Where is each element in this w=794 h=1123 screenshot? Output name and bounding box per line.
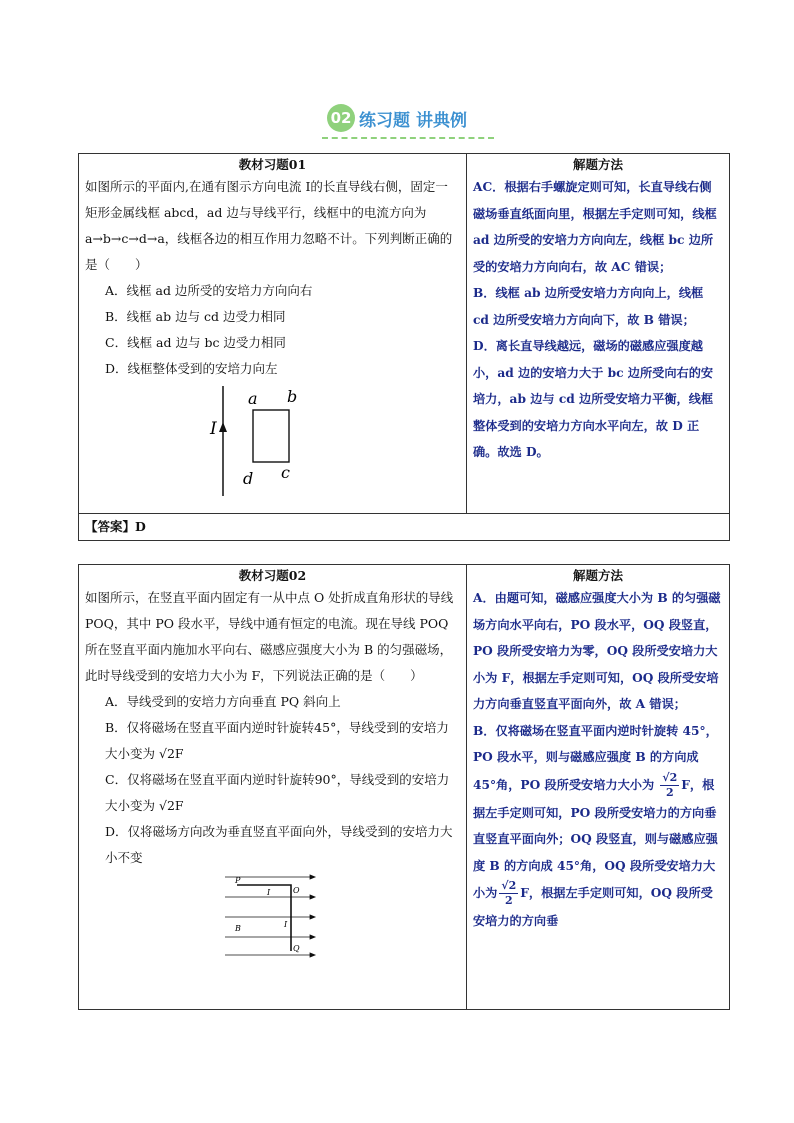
- method-paragraph-ac: AC．根据右手螺旋定则可知，长直导线右侧磁场垂直纸面向里，根据左手定则可知，线框 ad 边所受的安培力方向向左，线框 bc 边所受的安培力方向向右，故 AC 错误；: [473, 180, 717, 274]
- header-underline: [322, 137, 494, 139]
- current-label-po: I: [266, 888, 270, 897]
- method-text: B．仅将磁场在竖直平面内逆时针旋转 45°，PO 段水平，则与磁感应强度 B 的方向成 45°角，PO 段所受安培力大小为: [473, 723, 718, 792]
- question-title: 教材习题02: [238, 568, 307, 583]
- option-c: C．线框 ad 边与 bc 边受力相同: [105, 335, 286, 350]
- method-text: F，根据左手定则可知，OQ 段所受安培力的方向垂: [473, 886, 713, 928]
- question-cell: [79, 565, 467, 1010]
- question-text: 如图所示的平面内,在通有图示方向电流 I的长直导线右侧，固定一矩形金属线框 abcd，ad 边与导线平行，线框中的电流方向为 a→b→c→d→a，线框各边的相互作用力忽略不计。下列判断正确的是（ ）: [85, 179, 453, 272]
- fraction-root2-over-2: $\frac{√2}{2}$: [501, 879, 517, 907]
- method-paragraph-b: B．线框 ab 边所受安培力方向向上，线框 cd 边所受安培力方向向下，故 B 错误；: [473, 286, 704, 327]
- question-title: 教材习题01: [238, 157, 307, 172]
- field-label-b: B: [234, 924, 241, 933]
- option-a: A．线框 ad 边所受的安培力方向向右: [105, 283, 313, 298]
- option-a: A．导线受到的安培力方向垂直 PQ 斜向上: [105, 694, 341, 709]
- option-d: D．仅将磁场方向改为垂直竖直平面向外，导线受到的安培力大小不变: [105, 824, 453, 865]
- question-text: 如图所示，在竖直平面内固定有一从中点 O 处折成直角形状的导线 POQ，其中 PO 段水平，导线中通有恒定的电流。现在导线 POQ 所在竖直平面内施加水平向右、磁感应强度大小为 B 的匀强磁场，此时导线受到的安培力大小为 F，下列说法正确的是（ ）: [85, 590, 454, 683]
- method-paragraph-d: D．离长直导线越远，磁场的磁感应强度越小，ad 边的安培力大于 bc 边所受向右的安培力，ab 边与 cd 边所受安培力平衡，线框整体受到的安培力方向水平向左，故 D 正确。故选 D。: [473, 339, 714, 459]
- wire-loop-diagram: [208, 382, 338, 500]
- exercise-table-2: [78, 564, 730, 1010]
- point-label-o: O: [292, 886, 300, 895]
- method-paragraph-a: A．由题可知，磁感应强度大小为 B 的匀强磁场方向水平向右，PO 段水平，OQ 段竖直，PO 段所受安培力为零，OQ 段所受安培力大小为 F，根据左手定则可知，OQ 段所受安培力方向垂直竖直平面向外，故 A 错误；: [473, 591, 721, 711]
- option-d: D．线框整体受到的安培力向左: [105, 361, 278, 376]
- rectangle-loop: [253, 410, 289, 462]
- current-label: I: [209, 419, 217, 439]
- answer-row: 【答案】D: [79, 514, 730, 541]
- method-cell: [467, 154, 730, 514]
- method-title: 解题方法: [572, 157, 623, 172]
- method-cell: [467, 565, 730, 1010]
- section-header: [0, 104, 794, 138]
- section-title: 练习题 讲典例: [359, 110, 467, 131]
- bent-wire-diagram: [223, 871, 323, 959]
- current-arrow-icon: [219, 422, 227, 432]
- method-title: 解题方法: [572, 568, 623, 583]
- corner-label-c: c: [280, 463, 290, 482]
- current-label-oq: I: [283, 920, 287, 929]
- point-label-q: Q: [292, 944, 300, 953]
- method-text: F，根据左手定则可知，PO 段所受安培力的方向垂直竖直平面向外；OQ 段竖直，则与磁感应强度 B 的方向成 45°角，OQ 段所受安培力大小为: [473, 777, 718, 900]
- option-b: B．仅将磁场在竖直平面内逆时针旋转45°，导线受到的安培力大小变为 √2F: [105, 720, 449, 761]
- point-label-p: P: [234, 876, 240, 885]
- corner-label-d: d: [242, 469, 253, 488]
- method-paragraph-b: [473, 718, 723, 935]
- option-b: B．线框 ab 边与 cd 边受力相同: [105, 309, 286, 324]
- exercise-table-1: [78, 153, 730, 541]
- option-c: C．仅将磁场在竖直平面内逆时针旋转90°，导线受到的安培力大小变为 √2F: [105, 772, 450, 813]
- corner-label-b: b: [286, 387, 297, 406]
- fraction-root2-over-2: $\frac{√2}{2}$: [662, 770, 678, 799]
- corner-label-a: a: [247, 389, 258, 408]
- section-number-badge: 02: [327, 104, 355, 132]
- question-cell: [79, 154, 467, 514]
- bent-wire-poq: [237, 885, 291, 951]
